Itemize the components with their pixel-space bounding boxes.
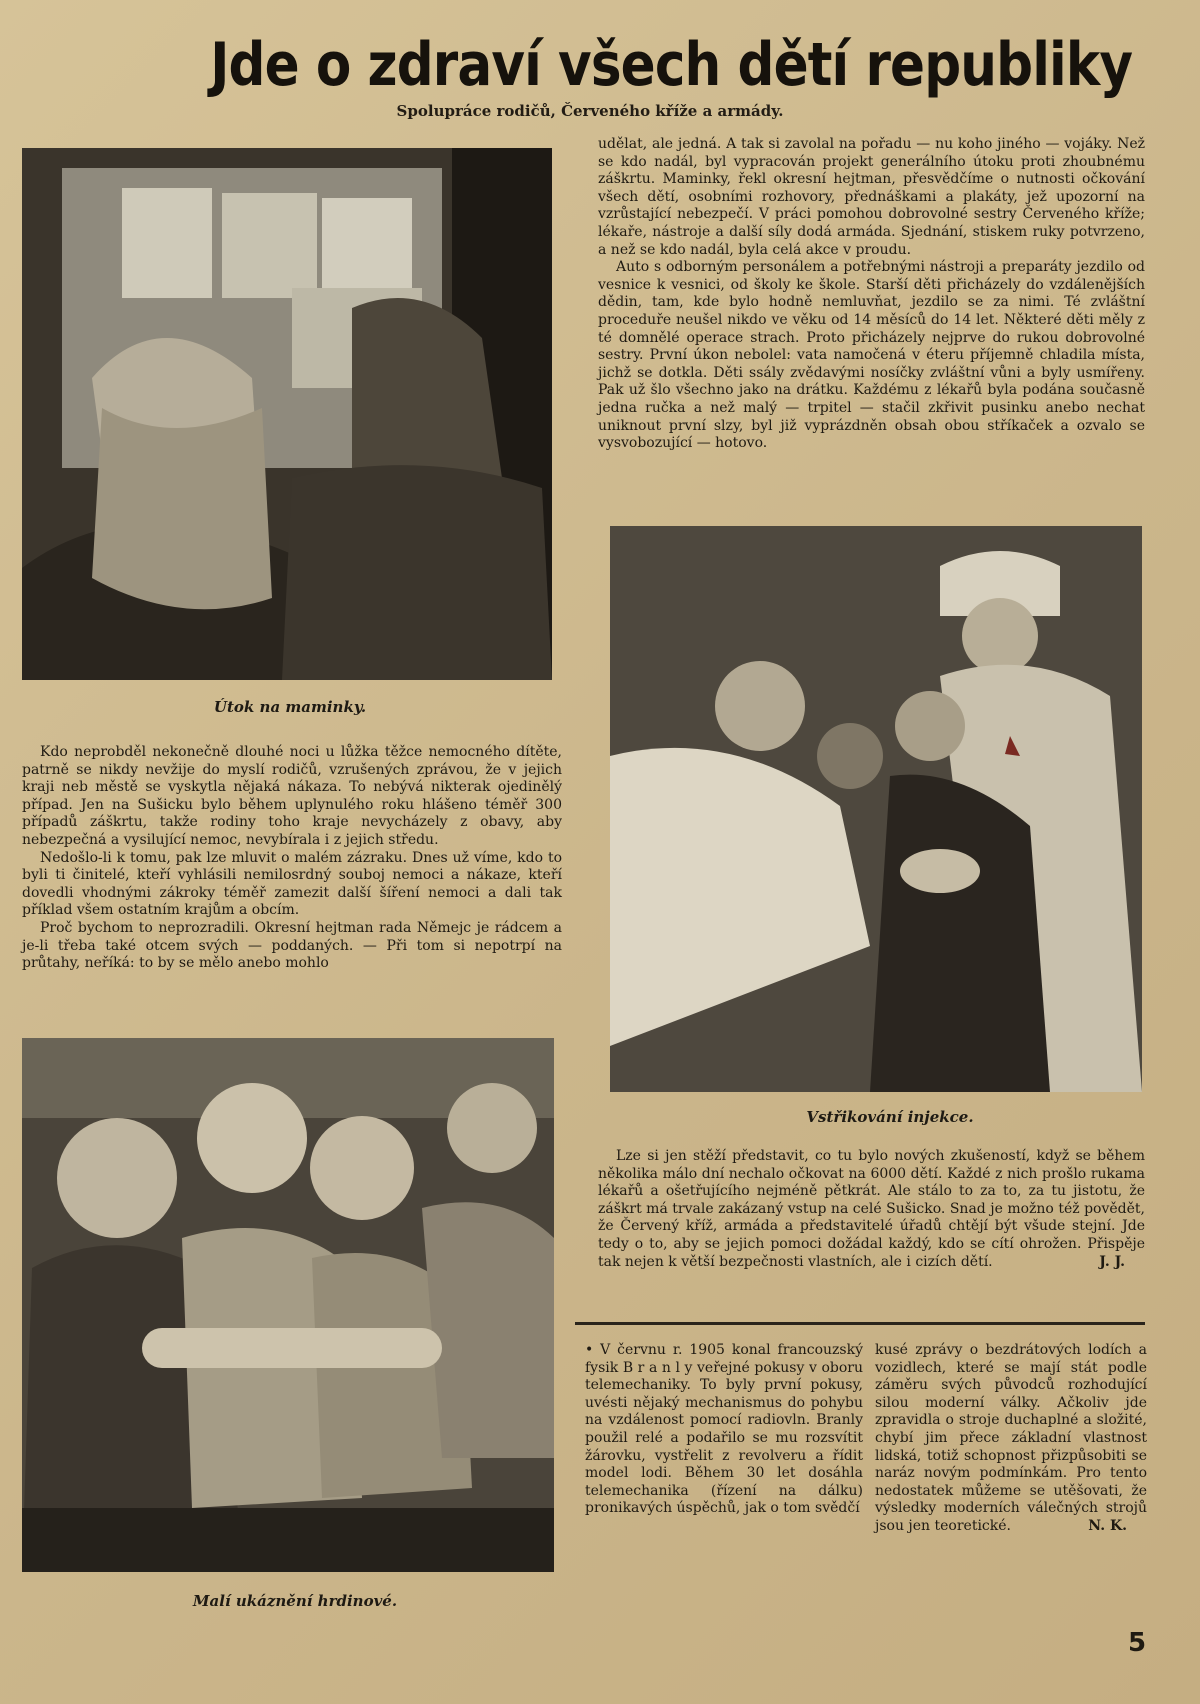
- paragraph: • V červnu r. 1905 konal francouzský fysik B r a n l y veřejné pokusy v oboru telemechaniky. To byly první pokusy, uvésti nějaký mechanismus do pohybu na vzdálenost pomocí radiovln. Branly použil relé a podařilo se mu rozsvítit žárovku, vystřelit z revolveru a řídit model lodi. Během 30 let dosáhla telemechanika (řízení na dálku) pronikavých úspěchů, jak o tom svědčí: [585, 1342, 863, 1517]
- paragraph: Nedošlo-li k tomu, pak lze mluvit o malém zázraku. Dnes už víme, kdo to byli ti činitelé, kteří vyhlásili nemilosrdný souboj nemoci a nákaze, kteří dovedli vhodnými zákroky téměř zamezit další šíření nemoci a dali tak příklad všem ostatním krajům a obcím.: [22, 849, 562, 919]
- paragraph: Kdo neprobděl nekonečně dlouhé noci u lůžka těžce nemocného dítěte, patrně se nikdy nevžije do myslí rodičů, vzrušených zprávou, že v jejich kraji neb městě se vyskytla nějaká nákaza. To nebývá nikterak ojedinělý případ. Jen na Sušicku bylo během uplynulého roku hlášeno téměř 300 případů záškrtu, takže rodiny toho kraje nevycházely z obavy, aby nebezpečná a vysilující nemoc, nevybírala i z jejich středu.: [22, 744, 562, 848]
- paragraph: udělat, ale jedná. A tak si zavolal na pořadu — nu koho jiného — vojáky. Než se kdo nadál, byl vypracován projekt generálního útoku proti zhoubnému záškrtu. Maminky, řekl okresní hejtman, přesvědčíme o nutnosti očkování všech dětí, osobními rozhovory, přednáškami a plakáty, jež upozorní na vzrůstající nebezpečí. V práci pomohou dobrovolné sestry Červeného kříže; lékaře, nástroje a další síly dodá armáda. Sjednání, stiskem ruky potvrzeno, a než se kdo nadál, byla celá akce v proudu.: [598, 136, 1145, 258]
- caption-photo-3: Malí ukáznění hrdinové.: [192, 1592, 398, 1610]
- photo-children: [22, 1038, 554, 1572]
- photo-mothers-reading-posters: [22, 148, 552, 680]
- caption-photo-1: Útok na maminky.: [213, 698, 367, 716]
- paragraph: kusé zprávy o bezdrátových lodích a vozidlech, které se mají stát podle záměru svých původců rozhodující silou moderní války. Ačkoliv jde zpravidla o stroje duchaplné a složité, chybí jim přece základní vlastnost lidská, totiž schopnost přizpůsobiti se naráz novým podmínkám. Pro tento nedostatek můžeme se utěšovati, že výsledky moderních válečných strojů jsou jen teoretické.: [875, 1342, 1147, 1534]
- paragraph: Proč bychom to neprozradili. Okresní hejtman rada Němejc je rádcem a je-li třeba také otcem svých — poddaných. — Při tom si nepotrpí na průtahy, neříká: to by se mělo anebo mohlo: [22, 919, 562, 972]
- caption-photo-2: Vstřikování injekce.: [806, 1108, 974, 1126]
- right-text-column-top: [598, 136, 1145, 453]
- notice-column-2: [875, 1342, 1147, 1536]
- paragraph: Auto s odborným personálem a potřebnými nástroji a preparáty jezdilo od vesnice k vesnici, od školy ke škole. Starší děti přicházely do vzdálenějších dědin, tam, kde bylo hodně nemluvňat, jezdilo se za nimi. Té zvláštní proceduře neušel nikdo ve věku od 14 měsíců do 14 let. Některé děti měly z té domnělé operace strach. Proto přicházely nejprve do rukou dobrovolné sestry. První úkon nebolel: vata namočená v éteru příjemně chladila místa, jichž se dotkla. Děti ssály zvědavými nosíčky zvláštní vůni a byly usmířeny. Pak už šlo všechno jako na drátku. Každému z lékařů byla podána současně jedna ručka a než malý — trpitel — stačil zkřivit pusinku anebo nechat uniknout první slzy, byl již vyprázdněn obsah obou stříkaček a ozvalo se vysvobozující — hotovo.: [598, 259, 1145, 452]
- signature-nk: N. K.: [1088, 1517, 1127, 1534]
- photo-injection: [610, 526, 1142, 1092]
- section-divider: [575, 1322, 1145, 1325]
- headline: Jde o zdraví všech dětí republiky: [210, 30, 1133, 100]
- page-number: 5: [1128, 1628, 1147, 1658]
- signature-jj: J. J.: [1099, 1253, 1125, 1270]
- paragraph: Lze si jen stěží představit, co tu bylo nových zkušeností, když se během několika málo dní nechalo očkovat na 6000 dětí. Každé z nich prošlo rukama lékařů a ošetřujícího nejméně pětkrát. Ale stálo to za to, za tu jistotu, že záškrt má trvale zakázaný vstup na celé Sušicko. Snad je možno též povědět, že Červený kříž, armáda a představitelé úřadů chtějí být všude stejní. Jde tedy o to, aby se jejich pomoci dožádal každý, kdo se cítí ohrožen. Přispěje tak nejen k větší bezpečnosti vlastních, ale i cizích dětí.: [598, 1148, 1145, 1270]
- right-text-column-mid: [598, 1148, 1145, 1271]
- notice-column-1: [585, 1342, 863, 1518]
- left-text-column: [22, 744, 562, 973]
- subtitle: Spolupráce rodičů, Červeného kříže a armády.: [396, 102, 784, 120]
